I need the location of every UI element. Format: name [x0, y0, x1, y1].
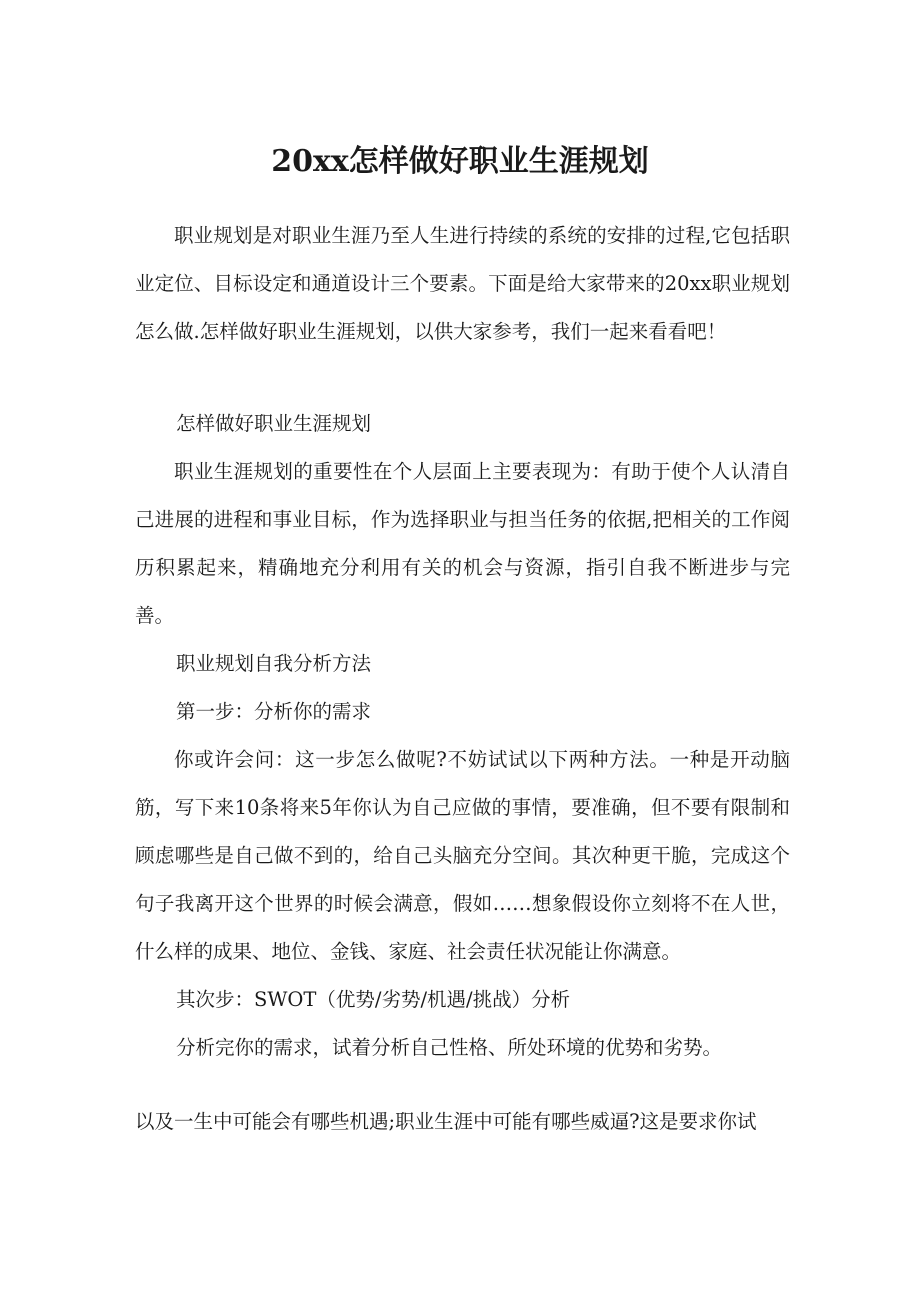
method-heading: 职业规划自我分析方法 [176, 652, 372, 675]
importance-paragraph: 职业生涯规划的重要性在个人层面上主要表现为：有助于使个人认清自己进展的进程和事业目标，作为选择职业与担当任务的依据,把相关的工作阅历积累起来，精确地充分利用有关的机会与资源，指引自我不断进步与完善。 [135, 460, 790, 627]
step2-paragraph: 分析完你的需求，试着分析自己性格、所处环境的优势和劣势。 [176, 1036, 723, 1059]
page-title: 20xx怎样做好职业生涯规划 [271, 144, 649, 179]
intro-paragraph: 职业规划是对职业生涯乃至人生进行持续的系统的安排的过程,它包括职业定位、目标设定和通道设计三个要素。下面是给大家带来的20xx职业规划怎么做.怎样做好职业生涯规划，以供大家参考，我们一起来看看吧！ [135, 224, 790, 343]
section-heading: 怎样做好职业生涯规划 [176, 412, 372, 435]
step1-paragraph: 你或许会问：这一步怎么做呢?不妨试试以下两种方法。一种是开动脑筋，写下来10条将来5年你认为自己应做的事情，要准确，但不要有限制和顾虑哪些是自己做不到的，给自己头脑充分空间。其次种更干脆，完成这个句子我离开这个世界的时候会满意，假如……想象假设你立刻将不在人世，什么样的成果、地位、金钱、家庭、社会责任状况能让你满意。 [135, 748, 790, 963]
continuation-line: 以及一生中可能会有哪些机遇;职业生涯中可能有哪些威逼?这是要求你试 [135, 1110, 757, 1133]
step2-heading: 其次步：SWOT（优势/劣势/机遇/挑战）分析 [176, 988, 571, 1011]
step1-heading: 第一步：分析你的需求 [176, 700, 372, 723]
